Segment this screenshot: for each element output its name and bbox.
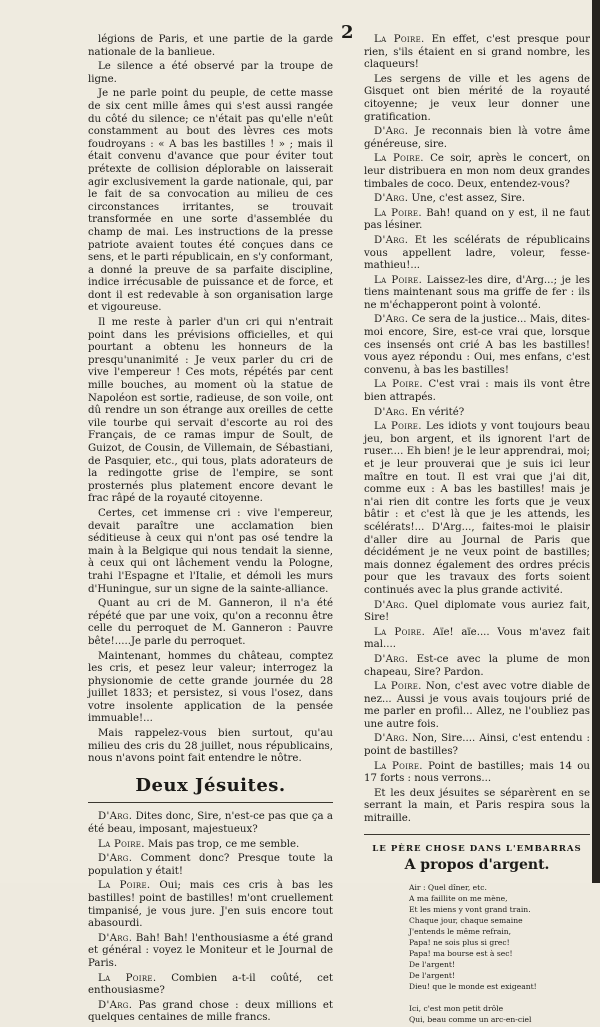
dialogue-line <box>364 235 590 273</box>
page-number: 2 <box>341 22 354 43</box>
dialogue-line <box>88 880 333 930</box>
verse-line: Ici, c'est mon petit drôle <box>409 1003 504 1013</box>
dialogue-line <box>364 681 590 731</box>
dialogue-line <box>364 34 590 72</box>
speaker-name: La Poire. <box>374 760 423 772</box>
song-subtitle: A propos d'argent. <box>404 857 550 874</box>
speaker-name: D'Arg. <box>98 853 133 865</box>
verse-line: Chaque jour, chaque semaine <box>409 915 523 925</box>
dialogue-text: Dites donc, Sire, n'est-ce pas que ça a été beau, imposant, majestueux? <box>88 811 333 836</box>
speaker-name: D'Arg. <box>374 733 409 745</box>
verse-line: Papa! ne sois plus si grec! <box>409 937 510 947</box>
verse-line: De l'argent! <box>409 959 456 969</box>
dialogue-text: En effet, c'est presque pour rien, s'ils étaient en si grand nombre, les claqueurs! <box>364 34 590 71</box>
verse-line: J'entends le même refrain, <box>409 926 512 936</box>
speaker-name: La Poire. <box>98 838 145 850</box>
verse-line: Et les miens y vont grand train. <box>409 904 531 914</box>
dialogue-line <box>364 208 590 233</box>
dialogue-line <box>364 733 590 758</box>
dialogue-text: Les sergens de ville et les agens de Gisquet ont bien mérité de la royauté citoyenne; je veux leur donner une gratification. <box>364 73 590 123</box>
left-column <box>88 34 333 1027</box>
page-fold-edge <box>592 0 600 883</box>
speaker-name: D'Arg. <box>98 932 133 944</box>
speaker-name: D'Arg. <box>374 314 409 326</box>
verse-line: Papa! ma bourse est à sec! <box>409 948 513 958</box>
paragraph: Quant au cri de M. Ganneron, il n'a été répété que par une voix, qu'on a reconnu être celle du perroquet de M. Ganneron : Pauvre bête!.....Je parle du perroquet. <box>88 598 333 647</box>
dialogue-text: Quel diplomate vous auriez fait, Sire! <box>364 599 590 624</box>
dialogue-line <box>364 153 590 191</box>
dialogue-line <box>364 600 590 625</box>
dialogue-line <box>364 788 590 826</box>
speaker-name: D'Arg. <box>374 599 409 611</box>
speaker-name: La Poire. <box>374 34 425 45</box>
speaker-name: D'Arg. <box>374 234 409 246</box>
dialogue-text: Non, Sire.... Ainsi, c'est entendu : point de bastilles? <box>364 733 590 758</box>
paragraph: légions de Paris, et une partie de la garde nationale de la banlieue. <box>88 34 333 58</box>
dialogue-text: Et les scélérats de républicains vous appellent ladre, voleur, fesse-mathieu!... <box>364 234 590 272</box>
speaker-name: D'Arg. <box>98 999 133 1011</box>
dialogue-text: Les idiots y vont toujours beau jeu, bon argent, et ils ignorent l'art de ruser.... Eh bien! je le leur apprendrai, moi; et je leur prouverai que je suis ici leur maître en tout. Il est vrai que j'ai dit, comme eux : A bas les bastilles! mais je n'ai rien dit contre les forts que je veux bâtir : et c'est là que je les attends, les scélérats!... D'Arg..., faites-moi le plaisir d'aller dire au Journal de Paris que décidément je ne veux point de bastilles; mais donnez également des ordres précis pour que les travaux des forts soient continués avec la plus grande activité. <box>364 421 590 596</box>
paragraph: Il me reste à parler d'un cri qui n'entrait point dans les prévisions officielles, et qui pourtant a obtenu les honneurs de la presqu'unanimité : Je veux parler du cri de vive l'empereur ! Ces mots, répétés par cent mille bouches, au moment où la statue de Napoléon est sortie, radieuse, de son voile, ont dû rendre un son étrange aux oreilles de cette vile tourbe qui servait d'escorte au roi des Français, de ce ramas impur de Soult, de Guizot, de Cousin, de Villemain, de Sébastiani, de Pasquier, etc., qui tous, plats adorateurs de la redingotte grise de l'empire, se sont prosternés plus platement encore devant le frac râpé de la royauté citoyenne. <box>88 317 333 505</box>
dialogue-line <box>364 654 590 679</box>
dialogue-line <box>364 627 590 652</box>
dialogue-text: Une, c'est assez, Sire. <box>411 193 526 205</box>
dialogue-text: Point de bastilles; mais 14 ou 17 forts : nous verrons... <box>364 760 590 785</box>
dialogue-text: C'est vrai : mais ils vont être bien attrapés. <box>364 379 590 404</box>
left-dialogue <box>88 811 333 1025</box>
speaker-name: D'Arg. <box>374 653 409 665</box>
song-verses <box>364 882 590 1025</box>
speaker-name: D'Arg. <box>374 406 409 418</box>
dialogue-text: Pas grand chose : deux millions et quelques centaines de mille francs. <box>88 999 333 1024</box>
verse-line: De l'argent! <box>409 970 456 980</box>
dialogue-text: Comment donc? Presque toute la population y était! <box>88 853 333 877</box>
dialogue-line <box>364 314 590 377</box>
dialogue-text: Je reconnais bien là votre âme généreuse, sire. <box>364 126 590 150</box>
speaker-name: La Poire. <box>98 880 151 892</box>
song-rule <box>364 834 590 835</box>
dialogue-text: Bah! quand on y est, il ne faut pas lésiner. <box>364 207 590 232</box>
verse-line: A ma faillite on me mène, <box>409 893 508 903</box>
section-title: Deux Jésuites. <box>135 774 286 796</box>
dialogue-line <box>364 126 590 151</box>
dialogue-text: Bah! Bah! l'enthousiasme a été grand et général : voyez le Moniteur et le Journal de Paris. <box>88 932 333 969</box>
dialogue-text: Ce soir, après le concert, on leur distribuera en mon nom deux grandes timbales de coco. Deux, entendez-vous? <box>364 153 590 190</box>
dialogue-line <box>88 933 333 971</box>
dialogue-line <box>364 275 590 313</box>
verse-line: Air : Quel dîner, etc. <box>409 882 487 892</box>
dialogue-line <box>88 811 333 836</box>
speaker-name: La Poire. <box>374 421 422 433</box>
dialogue-line <box>88 853 333 878</box>
verse-line <box>409 992 590 1003</box>
dialogue-line <box>364 193 590 206</box>
dialogue-text: Oui; mais ces cris à bas les bastilles! point de bastilles! m'ont cruellement timpanisé, je vous jure. J'en suis encore tout abasourdi. <box>88 880 333 930</box>
paragraph: Mais rappelez-vous bien surtout, qu'au milieu des cris du 28 juillet, nous républicains, nous n'avons point fait entendre le nôtre. <box>88 728 333 765</box>
dialogue-text: Mais pas trop, ce me semble. <box>148 838 300 850</box>
dialogue-line <box>364 407 590 420</box>
right-column <box>364 34 590 1025</box>
right-dialogue <box>364 34 590 826</box>
left-paragraphs <box>88 34 333 766</box>
dialogue-line <box>88 1000 333 1025</box>
paragraph: Le silence a été observé par la troupe de ligne. <box>88 61 333 85</box>
verse-line: Qui, beau comme un arc-en-ciel <box>409 1014 532 1024</box>
speaker-name: La Poire. <box>374 379 423 391</box>
paragraph: Maintenant, hommes du château, comptez les cris, et pesez leur valeur; interrogez la physionomie de cette grande journée du 28 juillet 1833; et persistez, si vous l'osez, dans votre insolente application de la pensée immuable!... <box>88 650 333 725</box>
dialogue-line <box>364 74 590 124</box>
speaker-name: La Poire. <box>374 153 424 165</box>
title-rule <box>88 802 333 803</box>
speaker-name: La Poire. <box>98 972 157 984</box>
dialogue-line <box>88 839 333 852</box>
speaker-name: D'Arg. <box>374 193 409 205</box>
dialogue-line <box>364 421 590 597</box>
speaker-name: La Poire. <box>374 274 423 286</box>
dialogue-text: En vérité? <box>411 406 465 418</box>
speaker-name: D'Arg. <box>98 811 133 823</box>
dialogue-line <box>364 761 590 786</box>
dialogue-text: Non, c'est avec votre diable de nez... Aussi je vous avais toujours prié de me parler en profil... Allez, ne l'oubliez pas une autre fois. <box>364 681 590 730</box>
dialogue-text: Aïe! aïe.... Vous m'avez fait mal.... <box>364 626 590 651</box>
paragraph: Je ne parle point du peuple, de cette masse de six cent mille âmes qui s'est aussi rangée du côté du silence; ce n'était pas qu'elle n'eût constamment au bout des lèvres ces mots foudroyans : « A bas les bastilles ! » ; mais il était convenu d'avance que pour éviter tout prétexte de collision déplorable on laisserait agir exclusivement la garde nationale, qui, par le fait de sa convocation au milieu de ces circonstances irritantes, se trouvait transformée en une sorte d'assemblée du champ de mai. Les instructions de la presse patriote avaient toutes été conçues dans ce sens, et le parti républicain, en s'y conformant, a donné la preuve de sa parfaite discipline, indice irrécusable de puissance et de force, et dont il est redevable à son organisation large et vigoureuse. <box>88 88 333 314</box>
dialogue-text: Laissez-les dire, d'Arg...; je les tiens maintenant sous ma griffe de fer : ils ne m'échapperont point à volonté. <box>364 274 590 311</box>
dialogue-text: Combien a-t-il coûté, cet enthousiasme? <box>88 972 333 997</box>
speaker-name: La Poire. <box>374 681 422 693</box>
dialogue-text: Est-ce avec la plume de mon chapeau, Sire? Pardon. <box>364 653 590 678</box>
speaker-name: La Poire. <box>374 626 426 638</box>
speaker-name: D'Arg. <box>374 126 409 138</box>
song-title: LE PÈRE CHOSE DANS L'EMBARRAS <box>372 843 582 854</box>
dialogue-text: Et les deux jésuites se séparèrent en se serrant la main, et Paris respira sous la mitraille. <box>364 787 590 825</box>
verse-line: Dieu! que le monde est exigeant! <box>409 981 537 991</box>
dialogue-line <box>364 379 590 404</box>
paragraph: Certes, cet immense cri : vive l'empereur, devait paraître une acclamation bien séditieuse à ceux qui n'ont pas osé tendre la main à la Belgique qui nous tendait la sienne, à ceux qui ont lâchement vendu la Pologne, trahi l'Espagne et l'Italie, et démoli les murs d'Huningue, sur un signe de la sainte-alliance. <box>88 507 333 595</box>
dialogue-text: Ce sera de la justice... Mais, dites-moi encore, Sire, est-ce vrai que, lorsque ces insensés ont crié A bas les bastilles! vous ayez répondu : Oui, mes enfans, c'est convenu, à bas les bastilles! <box>364 314 590 376</box>
dialogue-line <box>88 973 333 998</box>
speaker-name: La Poire. <box>374 207 422 219</box>
